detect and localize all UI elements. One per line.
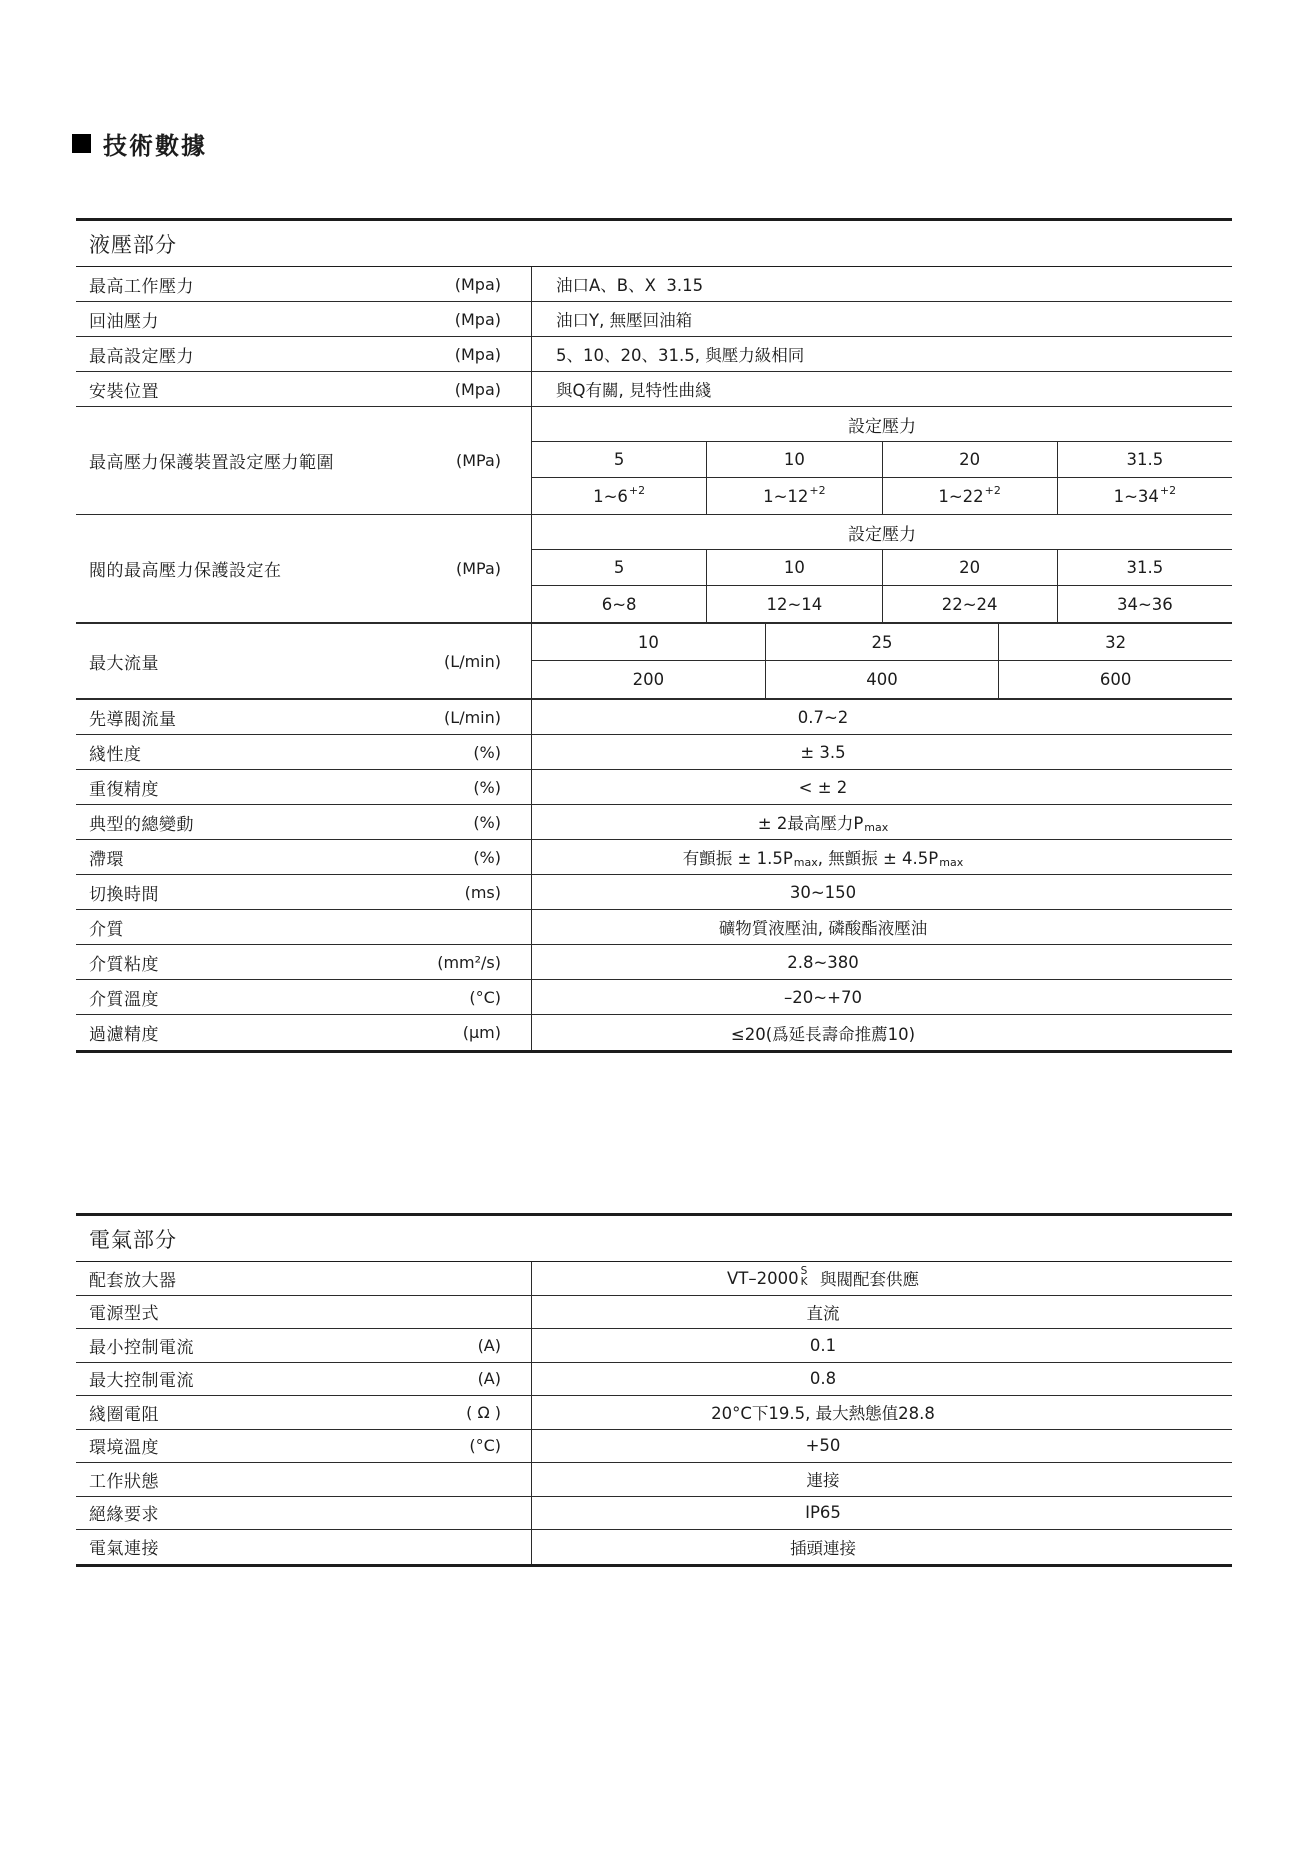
value-cell <box>532 840 1232 874</box>
cell <box>707 478 882 514</box>
label-cell <box>76 1015 532 1050</box>
nested-row-ranges <box>532 478 1232 514</box>
row-unit: (Mpa) <box>454 379 501 399</box>
row-unit: (Mpa) <box>454 274 501 294</box>
row-max-control-current <box>76 1363 1232 1397</box>
row-unit: (A) <box>477 1369 501 1389</box>
value-cell <box>532 1329 1232 1362</box>
value-cell <box>532 1430 1232 1463</box>
cell: 12~14 <box>707 586 882 622</box>
cell <box>532 478 707 514</box>
cell <box>1058 478 1232 514</box>
value-cell <box>532 1296 1232 1329</box>
value-cell <box>532 980 1232 1014</box>
label-cell <box>76 735 532 769</box>
value-cell <box>532 337 1232 371</box>
value-cell <box>532 1262 1232 1295</box>
pmax-subscript: max <box>793 855 818 869</box>
value-cell <box>532 267 1232 301</box>
row-label: 最大流量 <box>89 653 159 674</box>
row-label: 切換時間 <box>89 884 159 905</box>
value-cell <box>532 875 1232 909</box>
cell: 10 <box>707 442 882 477</box>
row-value: IP65 <box>805 1503 841 1523</box>
row-label: 過濾精度 <box>89 1025 159 1045</box>
row-label: 介質 <box>89 919 124 940</box>
model-suffix-stack <box>801 1266 808 1288</box>
range-value: 1~12 <box>763 486 809 506</box>
row-max-working-pressure <box>76 267 1232 302</box>
row-label: 綫性度 <box>89 744 142 765</box>
row-value: 0.1 <box>809 1335 837 1355</box>
row-value: 直流 <box>806 1303 840 1323</box>
row-min-control-current <box>76 1329 1232 1363</box>
cell: 22~24 <box>883 586 1058 622</box>
row-label: 最高壓力保護裝置設定壓力範圍 <box>89 453 334 473</box>
row-unit: (L/min) <box>444 707 501 727</box>
row-value: 與閥配套供應 <box>809 1270 919 1290</box>
row-medium-temperature <box>76 980 1232 1015</box>
cell: 400 <box>766 661 1000 698</box>
row-medium <box>76 910 1232 945</box>
row-unit: ( Ω ) <box>466 1402 501 1422</box>
pmax-subscript: max <box>939 855 964 869</box>
value-cell <box>532 1497 1232 1530</box>
value-cell <box>532 372 1232 406</box>
row-label: 最大控制電流 <box>89 1371 194 1392</box>
row-label: 絕緣要求 <box>89 1505 159 1526</box>
label-cell <box>76 1497 532 1530</box>
row-value: 插頭連接 <box>790 1538 856 1558</box>
row-label: 典型的總變動 <box>89 814 194 835</box>
row-label: 介質粘度 <box>89 954 159 975</box>
row-unit: (mm²/s) <box>437 952 501 972</box>
value-cell <box>532 735 1232 769</box>
value-cell <box>532 700 1232 734</box>
value-cell <box>532 302 1232 336</box>
label-cell <box>76 1296 532 1329</box>
hydraulic-table <box>76 218 1232 1053</box>
electrical-table <box>76 1213 1232 1567</box>
hydraulic-section-title: 液壓部分 <box>76 221 1232 267</box>
row-value: 20°C下19.5, 最大熱態值28.8 <box>711 1404 935 1424</box>
label-cell <box>76 337 532 371</box>
row-value: +50 <box>805 1436 841 1456</box>
row-working-state <box>76 1463 1232 1497</box>
value-cell <box>532 1363 1232 1396</box>
row-unit: (MPa) <box>455 451 501 470</box>
label-cell <box>76 1329 532 1362</box>
row-medium-viscosity <box>76 945 1232 980</box>
value-cell <box>532 1396 1232 1429</box>
row-valve-protection-setting <box>76 515 1232 624</box>
row-unit: (L/min) <box>444 651 501 671</box>
nested-header: 設定壓力 <box>532 515 1232 550</box>
row-unit: (%) <box>473 742 501 762</box>
row-label: 最高設定壓力 <box>89 346 194 367</box>
cell: 200 <box>532 661 766 698</box>
value-cell <box>532 910 1232 944</box>
row-max-flow <box>76 624 1232 700</box>
row-value: 30~150 <box>789 882 857 902</box>
nested-header: 設定壓力 <box>532 407 1232 442</box>
row-power-type <box>76 1296 1232 1330</box>
value-cell <box>532 770 1232 804</box>
range-superscript: +2 <box>628 483 646 497</box>
row-unit: (°C) <box>469 987 501 1007</box>
label-cell <box>76 624 532 698</box>
cell: 34~36 <box>1116 594 1173 614</box>
row-label: 閥的最高壓力保護設定在 <box>89 561 282 581</box>
row-filtration <box>76 1015 1232 1050</box>
row-insulation <box>76 1497 1232 1531</box>
label-cell <box>76 805 532 839</box>
cell <box>883 478 1058 514</box>
row-value: 有顫振 ± 1.5P <box>682 849 793 868</box>
nested-table <box>532 515 1232 622</box>
row-switching-time <box>76 875 1232 910</box>
row-value: 5、10、20、31.5, 與壓力級相同 <box>556 346 805 365</box>
row-ambient-temperature <box>76 1430 1232 1464</box>
label-cell <box>76 267 532 301</box>
row-label: 最高工作壓力 <box>89 276 194 297</box>
row-max-setting-pressure <box>76 337 1232 372</box>
row-hysteresis <box>76 840 1232 875</box>
range-value: 1~22 <box>938 486 984 506</box>
range-superscript: +2 <box>809 483 826 497</box>
nested-table <box>532 624 1232 698</box>
cell: 31.5 <box>1126 450 1164 469</box>
label-cell <box>76 407 532 514</box>
label-cell <box>76 1463 532 1496</box>
row-value: 與Q有關, 見特性曲綫 <box>556 381 712 400</box>
row-unit: (%) <box>473 847 501 867</box>
row-label: 滯環 <box>89 849 124 870</box>
row-label: 介質溫度 <box>89 989 159 1010</box>
label-cell <box>76 770 532 804</box>
row-unit: (A) <box>477 1335 501 1355</box>
row-unit: (ms) <box>464 882 501 902</box>
pmax-subscript: max <box>864 820 889 834</box>
row-value: 2.8~380 <box>787 952 859 972</box>
row-unit: (%) <box>473 777 501 797</box>
cell: 600 <box>1099 670 1132 689</box>
row-label: 環境溫度 <box>89 1438 159 1459</box>
nested-row-ranges <box>532 586 1232 622</box>
row-value: , 無顫振 ± 4.5P <box>817 849 939 868</box>
row-protection-device-range <box>76 407 1232 515</box>
row-value: ± 3.5 <box>800 742 846 762</box>
row-value: 礦物質液壓油, 磷酸酯液壓油 <box>718 919 928 938</box>
row-value: 油口A、B、X 3.15 <box>556 276 704 295</box>
row-label: 回油壓力 <box>89 311 159 332</box>
label-cell <box>76 840 532 874</box>
label-cell <box>76 1396 532 1429</box>
nested-table <box>532 407 1232 514</box>
cell: 20 <box>883 550 1058 585</box>
row-unit: (μm) <box>462 1023 501 1042</box>
range-value: 1~34 <box>1113 486 1159 506</box>
label-cell <box>76 1430 532 1463</box>
row-electrical-connection <box>76 1530 1232 1564</box>
label-cell <box>76 1262 532 1295</box>
row-return-oil-pressure <box>76 302 1232 337</box>
row-label: 最小控制電流 <box>89 1337 194 1358</box>
range-value: 1~6 <box>593 486 628 506</box>
cell: 5 <box>532 442 707 477</box>
nested-row-pressures <box>532 442 1232 478</box>
row-value: 0.7~2 <box>797 707 849 727</box>
value-cell <box>532 805 1232 839</box>
stack-top: S <box>800 1265 808 1278</box>
row-label: 先導閥流量 <box>89 709 177 730</box>
page-title <box>72 126 207 161</box>
row-value: 0.8 <box>809 1369 837 1389</box>
row-linearity <box>76 735 1232 770</box>
page-title-text: 技術數據 <box>103 132 207 160</box>
section-marker-icon <box>72 134 91 153</box>
row-value: –20~+70 <box>784 987 862 1007</box>
row-amplifier <box>76 1262 1232 1296</box>
row-unit: (°C) <box>469 1436 501 1456</box>
row-value: ± 2最高壓力P <box>757 814 864 833</box>
range-superscript: +2 <box>984 483 1001 497</box>
cell: 32 <box>1105 632 1127 652</box>
label-cell <box>76 1363 532 1396</box>
label-cell <box>76 945 532 979</box>
label-cell <box>76 875 532 909</box>
label-cell <box>76 515 532 622</box>
range-superscript: +2 <box>1159 483 1177 497</box>
cell: 6~8 <box>532 586 707 622</box>
row-unit: (MPa) <box>455 559 501 578</box>
stack-bottom: K <box>800 1276 808 1289</box>
row-mounting-position <box>76 372 1232 407</box>
cell: 10 <box>532 624 766 660</box>
label-cell <box>76 302 532 336</box>
nested-row-pressures <box>532 550 1232 586</box>
label-cell <box>76 910 532 944</box>
nested-row-sizes <box>532 624 1232 661</box>
row-unit: (%) <box>473 812 501 832</box>
row-label: 綫圈電阻 <box>89 1404 159 1425</box>
label-cell <box>76 372 532 406</box>
cell: 25 <box>766 624 1000 660</box>
row-value: 連接 <box>806 1471 840 1491</box>
row-typical-variation <box>76 805 1232 840</box>
row-label: 安裝位置 <box>89 381 159 402</box>
row-value: 油口Y, 無壓回油箱 <box>556 311 693 330</box>
cell: 5 <box>532 550 707 585</box>
value-cell <box>532 1015 1232 1050</box>
cell: 10 <box>707 550 882 585</box>
amplifier-model: VT–2000 <box>727 1268 799 1288</box>
nested-row-flows <box>532 661 1232 698</box>
row-label: 配套放大器 <box>89 1270 177 1291</box>
row-label: 工作狀態 <box>89 1471 159 1492</box>
value-cell <box>532 1530 1232 1564</box>
label-cell <box>76 700 532 734</box>
row-value: ≤20(爲延長壽命推薦10) <box>730 1024 916 1044</box>
row-value: < ± 2 <box>798 777 848 797</box>
electrical-section-title: 電氣部分 <box>76 1216 1232 1262</box>
row-unit: (Mpa) <box>454 344 501 364</box>
value-cell <box>532 1463 1232 1496</box>
value-cell <box>532 945 1232 979</box>
row-unit: (Mpa) <box>454 309 501 329</box>
row-label: 電氣連接 <box>89 1539 159 1560</box>
row-repeatability <box>76 770 1232 805</box>
row-coil-resistance <box>76 1396 1232 1430</box>
row-pilot-valve-flow <box>76 700 1232 735</box>
row-label: 電源型式 <box>89 1304 159 1325</box>
cell: 31.5 <box>1126 558 1164 577</box>
label-cell <box>76 980 532 1014</box>
row-label: 重復精度 <box>89 779 159 800</box>
cell: 20 <box>883 442 1058 477</box>
label-cell <box>76 1530 532 1564</box>
